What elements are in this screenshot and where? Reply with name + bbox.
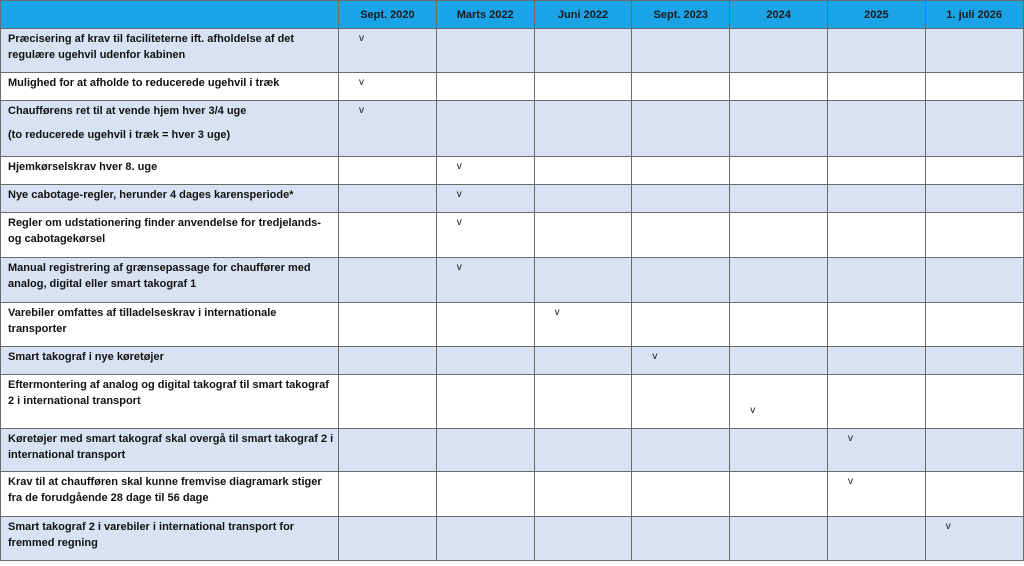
- requirement-text: Manual registrering af grænsepassage for chauffører med analog, digital eller smart takograf 1: [8, 262, 311, 290]
- date-cell: [730, 185, 828, 213]
- date-cell: [436, 347, 534, 375]
- date-cell: [827, 347, 925, 375]
- date-cell: [730, 157, 828, 185]
- date-cell: [436, 157, 534, 185]
- date-cell: [827, 472, 925, 517]
- date-cell: [925, 429, 1023, 472]
- date-cell: [436, 517, 534, 561]
- table-row: [1, 375, 1024, 429]
- date-cell: [827, 303, 925, 347]
- date-cell: [925, 472, 1023, 517]
- date-cell: [925, 29, 1023, 73]
- check-mark: v: [456, 262, 462, 273]
- requirement-cell: [1, 472, 339, 517]
- date-cell: [730, 429, 828, 472]
- date-cell: [730, 375, 828, 429]
- requirement-text: Køretøjer med smart takograf skal overgå til smart takograf 2 i international transport: [8, 433, 334, 461]
- date-cell: [534, 73, 632, 101]
- date-cell: [534, 303, 632, 347]
- requirement-text: Smart takograf i nye køretøjer: [8, 351, 164, 363]
- date-cell: [827, 73, 925, 101]
- requirement-cell: [1, 29, 339, 73]
- check-mark: v: [847, 476, 853, 487]
- requirement-cell: [1, 429, 339, 472]
- date-cell: [632, 157, 730, 185]
- date-cell: [339, 472, 437, 517]
- date-cell: [339, 185, 437, 213]
- date-cell: [436, 303, 534, 347]
- date-cell: [925, 157, 1023, 185]
- date-cell: [436, 429, 534, 472]
- check-mark: v: [847, 433, 853, 444]
- requirement-cell: [1, 101, 339, 157]
- date-cell: [339, 213, 437, 258]
- date-cell: [436, 472, 534, 517]
- date-cell: [632, 213, 730, 258]
- date-cell: [534, 375, 632, 429]
- date-cell: [730, 517, 828, 561]
- date-cell: [827, 429, 925, 472]
- date-cell: [339, 429, 437, 472]
- date-cell: [730, 213, 828, 258]
- date-cell: [730, 472, 828, 517]
- table-row: [1, 101, 1024, 157]
- check-mark: v: [359, 105, 364, 116]
- date-cell: [730, 29, 828, 73]
- date-cell: [534, 29, 632, 73]
- date-cell: [925, 185, 1023, 213]
- requirement-text: Mulighed for at afholde to reducerede ugehvil i træk: [8, 77, 280, 89]
- table-row: [1, 472, 1024, 517]
- requirement-text: Varebiler omfattes af tilladelseskrav i internationale transporter: [8, 307, 277, 335]
- date-cell: [436, 258, 534, 303]
- date-cell: [436, 375, 534, 429]
- requirement-text: Chaufførens ret til at vende hjem hver 3/4 uge: [8, 105, 247, 117]
- date-cell: [534, 472, 632, 517]
- requirement-text: Regler om udstationering finder anvendelse for tredjelands- og cabotagekørsel: [8, 217, 321, 245]
- date-cell: [436, 185, 534, 213]
- date-cell: [730, 303, 828, 347]
- column-header: [1, 1, 339, 29]
- date-cell: [925, 73, 1023, 101]
- date-cell: [339, 258, 437, 303]
- table-row: [1, 303, 1024, 347]
- column-header: 2025: [827, 1, 925, 29]
- date-cell: [632, 101, 730, 157]
- check-mark: v: [456, 161, 462, 172]
- column-header: Sept. 2023: [632, 1, 730, 29]
- date-cell: [339, 517, 437, 561]
- date-cell: [436, 213, 534, 258]
- date-cell: [436, 101, 534, 157]
- date-cell: [925, 347, 1023, 375]
- requirement-cell: [1, 517, 339, 561]
- date-cell: [730, 73, 828, 101]
- date-cell: [827, 375, 925, 429]
- table-body: [1, 29, 1024, 561]
- requirement-cell: [1, 185, 339, 213]
- check-mark: v: [945, 521, 951, 532]
- check-mark: v: [359, 77, 364, 88]
- date-cell: [534, 429, 632, 472]
- date-cell: [632, 517, 730, 561]
- date-cell: [925, 517, 1023, 561]
- date-cell: [632, 472, 730, 517]
- date-cell: [339, 101, 437, 157]
- date-cell: [925, 258, 1023, 303]
- date-cell: [925, 213, 1023, 258]
- column-header: 1. juli 2026: [925, 1, 1023, 29]
- date-cell: [632, 429, 730, 472]
- check-mark: v: [359, 33, 364, 44]
- column-header: Sept. 2020: [339, 1, 437, 29]
- check-mark: v: [750, 405, 756, 416]
- date-cell: [632, 258, 730, 303]
- requirement-text: Nye cabotage-regler, herunder 4 dages karensperiode*: [8, 189, 294, 201]
- requirement-cell: [1, 213, 339, 258]
- requirement-note: (to reducerede ugehvil i træk = hver 3 uge): [8, 129, 231, 141]
- requirement-cell: [1, 375, 339, 429]
- date-cell: [534, 213, 632, 258]
- date-cell: [534, 258, 632, 303]
- header-row: [1, 1, 1024, 29]
- requirement-text: Smart takograf 2 i varebiler i international transport for fremmed regning: [8, 521, 295, 549]
- date-cell: [534, 157, 632, 185]
- requirement-text: Eftermontering af analog og digital takograf til smart takograf 2 i international transport: [8, 379, 329, 407]
- check-mark: v: [554, 307, 560, 318]
- date-cell: [632, 347, 730, 375]
- date-cell: [632, 73, 730, 101]
- date-cell: [730, 258, 828, 303]
- date-cell: [925, 303, 1023, 347]
- table-row: [1, 185, 1024, 213]
- date-cell: [827, 29, 925, 73]
- check-mark: v: [652, 351, 658, 362]
- table-row: [1, 73, 1024, 101]
- table-row: [1, 213, 1024, 258]
- date-cell: [534, 185, 632, 213]
- requirement-text: Hjemkørselskrav hver 8. uge: [8, 161, 158, 173]
- date-cell: [827, 101, 925, 157]
- requirement-cell: [1, 347, 339, 375]
- check-mark: v: [456, 217, 462, 228]
- date-cell: [632, 303, 730, 347]
- date-cell: [632, 375, 730, 429]
- date-cell: [827, 185, 925, 213]
- date-cell: [339, 157, 437, 185]
- requirement-cell: [1, 157, 339, 185]
- date-cell: [730, 347, 828, 375]
- date-cell: [339, 347, 437, 375]
- table-row: [1, 258, 1024, 303]
- date-cell: [827, 213, 925, 258]
- requirement-text: Krav til at chaufføren skal kunne fremvise diagramark stiger fra de forudgående 28 dage til 56 dage: [8, 476, 322, 504]
- check-mark: v: [456, 189, 462, 200]
- date-cell: [436, 29, 534, 73]
- date-cell: [339, 29, 437, 73]
- table-row: [1, 157, 1024, 185]
- requirement-cell: [1, 73, 339, 101]
- date-cell: [436, 73, 534, 101]
- date-cell: [632, 29, 730, 73]
- date-cell: [827, 517, 925, 561]
- date-cell: [827, 157, 925, 185]
- column-header: Marts 2022: [436, 1, 534, 29]
- requirement-text: Præcisering af krav til faciliteterne ift. afholdelse af det regulære ugehvil udenfor kabinen: [8, 33, 295, 61]
- table-row: [1, 429, 1024, 472]
- date-cell: [339, 73, 437, 101]
- column-header: 2024: [730, 1, 828, 29]
- requirement-cell: [1, 258, 339, 303]
- date-cell: [730, 101, 828, 157]
- date-cell: [925, 101, 1023, 157]
- date-cell: [827, 258, 925, 303]
- table-row: [1, 29, 1024, 73]
- date-cell: [339, 375, 437, 429]
- table-row: [1, 517, 1024, 561]
- date-cell: [632, 185, 730, 213]
- date-cell: [925, 375, 1023, 429]
- requirement-cell: [1, 303, 339, 347]
- date-cell: [534, 101, 632, 157]
- date-cell: [339, 303, 437, 347]
- date-cell: [534, 517, 632, 561]
- table-row: [1, 347, 1024, 375]
- column-header: Juni 2022: [534, 1, 632, 29]
- date-cell: [534, 347, 632, 375]
